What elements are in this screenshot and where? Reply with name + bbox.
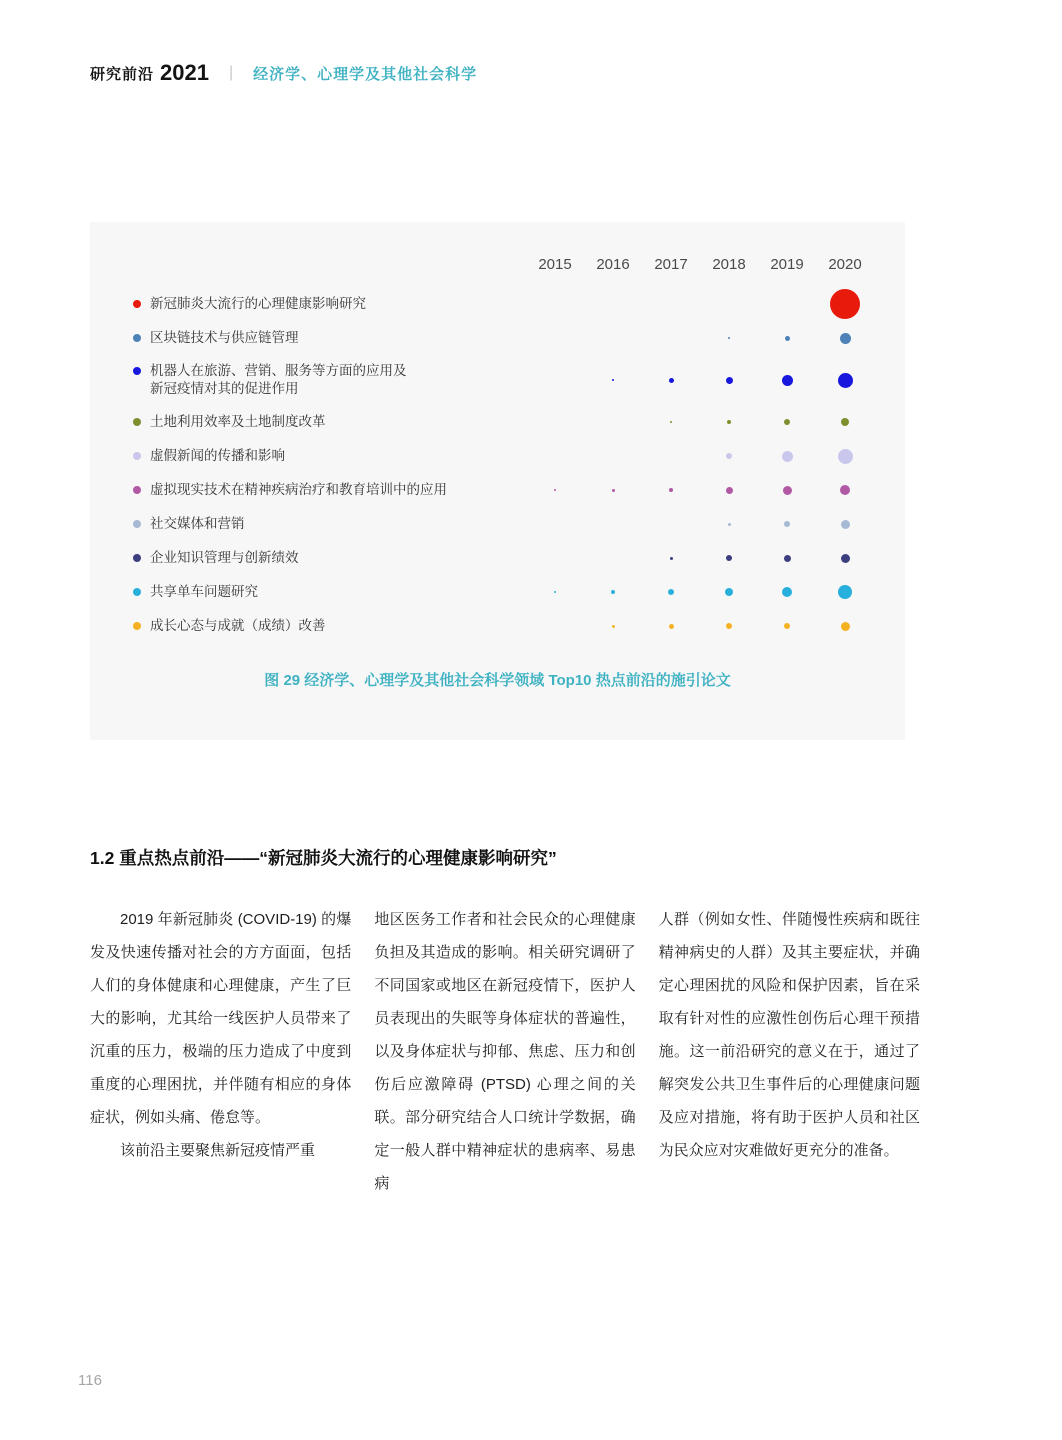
bubble (784, 419, 790, 425)
legend-label-line2: 新冠疫情对其的促进作用 (150, 381, 299, 396)
legend-label: 虚假新闻的传播和影响 (150, 448, 285, 463)
figure-panel (90, 222, 905, 740)
bubble (784, 623, 790, 629)
bubble (726, 555, 732, 561)
bubble-cell (758, 521, 816, 527)
bubble (612, 625, 615, 628)
bubble-cell (758, 486, 816, 495)
section-heading: 1.2 重点热点前沿——“新冠肺炎大流行的心理健康影响研究” (90, 848, 557, 868)
legend-dot-icon (133, 554, 141, 562)
year-label: 2018 (712, 256, 746, 273)
figure-caption: 图 29 经济学、心理学及其他社会科学领域 Top10 热点前沿的施引论文 (264, 672, 731, 689)
header-divider: | (228, 64, 234, 81)
bubble-cell (700, 337, 758, 339)
bubble-cell (584, 489, 642, 492)
bubble-cell (816, 449, 874, 464)
legend-dot-icon (133, 588, 141, 596)
bubble-cell (526, 591, 584, 593)
bubble-cell (758, 336, 816, 341)
bubble (554, 591, 556, 593)
year-label: 2020 (828, 256, 862, 273)
body-paragraph: 地区医务工作者和社会民众的心理健康负担及其造成的影响。相关研究调研了不同国家或地区在新冠疫情下，医护人员表现出的失眠等身体症状的普遍性，以及身体症状与抑郁、焦虑、压力和创伤后应激障碍 (PTSD) 心理之间的关联。部分研究结合人口统计学数据，确定一般人群中精神症状的患病率、易患病 (374, 911, 636, 1192)
legend-item (90, 362, 526, 398)
report-year: 2021 (160, 60, 209, 85)
bubble-cell (816, 520, 874, 529)
chart-row (90, 575, 905, 609)
legend-item (90, 447, 526, 465)
body-paragraph: 该前沿主要聚焦新冠疫情严重 (120, 1142, 316, 1159)
bubble (841, 622, 850, 631)
legend-dot-icon (133, 486, 141, 494)
legend-dot-icon (133, 622, 141, 630)
bubble (782, 587, 792, 597)
chart-row (90, 541, 905, 575)
bubble-cell (584, 590, 642, 594)
bubble-cell (758, 451, 816, 462)
body-paragraph: 2019 年新冠肺炎 (COVID-19) 的爆发及快速传播对社会的方方面面，包括人们的身体健康和心理健康，产生了巨大的影响，尤其给一线医护人员带来了沉重的压力，极端的压力造成了中度到重度的心理困扰，并伴随有相应的身体症状，例如头痛、倦怠等。 (90, 911, 352, 1126)
body-text (90, 903, 920, 1200)
body-column (90, 903, 351, 1200)
bubble (841, 520, 850, 529)
bubble-cell (816, 373, 874, 388)
chart-row (90, 473, 905, 507)
legend-item (90, 515, 526, 533)
bubble-cell (816, 554, 874, 563)
legend-item (90, 617, 526, 635)
chart-years-row (526, 256, 874, 273)
bubble (727, 420, 731, 424)
chart-years-header (90, 256, 905, 273)
bubble (670, 557, 673, 560)
bubble-cell (816, 289, 874, 319)
bubble-cell (816, 418, 874, 426)
bubble (782, 451, 793, 462)
bubble (838, 449, 853, 464)
bubble (783, 486, 792, 495)
bubble (784, 555, 791, 562)
chart-row (90, 287, 905, 321)
bubble (670, 421, 672, 423)
bubble-cell (642, 557, 700, 560)
bubble-cell (758, 555, 816, 562)
bubble (612, 379, 614, 381)
bubble (668, 589, 674, 595)
bubble (728, 337, 730, 339)
bubble-cell (700, 523, 758, 526)
bubble (840, 333, 851, 344)
bubble-cell (642, 589, 700, 595)
bubble (785, 336, 790, 341)
chart-years-spacer (90, 256, 526, 273)
bubble-cell (816, 485, 874, 495)
legend-dot-icon (133, 300, 141, 308)
bubble (726, 453, 732, 459)
bubble (726, 623, 732, 629)
bubble (841, 418, 849, 426)
bubble (838, 585, 852, 599)
legend-item (90, 329, 526, 347)
bubble (726, 377, 733, 384)
bubble-cell (642, 624, 700, 629)
legend-dot-icon (133, 520, 141, 528)
bubble (669, 488, 673, 492)
year-label: 2015 (538, 256, 572, 273)
bubble (784, 521, 790, 527)
bubble (840, 485, 850, 495)
bubble (782, 375, 793, 386)
legend-item (90, 549, 526, 567)
chart-row (90, 439, 905, 473)
bubble (669, 624, 674, 629)
chart-row (90, 609, 905, 643)
legend-label: 共享单车问题研究 (150, 584, 258, 599)
bubble-cell (758, 623, 816, 629)
body-paragraph: 人群（例如女性、伴随慢性疾病和既往精神病史的人群）及其主要症状，并确定心理困扰的风险和保护因素，旨在采取有针对性的应激性创伤后心理干预措施。这一前沿研究的意义在于，通过了解突发公共卫生事件后的心理健康问题及应对措施，将有助于医护人员和社区为民众应对灾难做好更充分的准备。 (658, 911, 920, 1159)
bubble-cell (584, 625, 642, 628)
legend-item (90, 583, 526, 601)
bubble-cell (642, 378, 700, 383)
legend-item (90, 295, 526, 313)
legend-label: 虚拟现实技术在精神疾病治疗和教育培训中的应用 (150, 482, 447, 497)
chart-row (90, 507, 905, 541)
bubble-cell (816, 622, 874, 631)
bubble (728, 523, 731, 526)
year-label: 2017 (654, 256, 688, 273)
legend-label: 新冠肺炎大流行的心理健康影响研究 (150, 296, 366, 311)
bubble (725, 588, 733, 596)
legend-label: 土地利用效率及土地制度改革 (150, 414, 326, 429)
legend-item (90, 413, 526, 431)
bubble-cell (700, 420, 758, 424)
bubble-cell (700, 487, 758, 494)
body-column (374, 903, 635, 1200)
bubble-cell (700, 555, 758, 561)
bubble-cell (758, 587, 816, 597)
bubble-cell (642, 488, 700, 492)
bubble (669, 378, 674, 383)
bubble-cell (816, 333, 874, 344)
chart-row (90, 321, 905, 355)
bubble (841, 554, 850, 563)
bubble-cell (642, 421, 700, 423)
bubble (726, 487, 733, 494)
legend-dot-icon (133, 418, 141, 426)
bubble-cell (758, 419, 816, 425)
report-brand: 研究前沿 (90, 65, 155, 83)
page-number: 116 (78, 1372, 102, 1389)
legend-label: 成长心态与成就（成绩）改善 (150, 618, 326, 633)
legend-label: 社交媒体和营销 (150, 516, 245, 531)
year-label: 2016 (596, 256, 630, 273)
bubble (830, 289, 860, 319)
bubble (612, 489, 615, 492)
bubble-cell (816, 585, 874, 599)
legend-item (90, 481, 526, 499)
bubble-cell (526, 489, 584, 491)
legend-label: 区块链技术与供应链管理 (150, 330, 299, 345)
header-section-title: 经济学、心理学及其他社会科学 (253, 65, 478, 83)
bubble-cell (700, 453, 758, 459)
legend-label: 机器人在旅游、营销、服务等方面的应用及 (150, 363, 407, 378)
bubble (554, 489, 556, 491)
bubble (611, 590, 615, 594)
chart-row (90, 405, 905, 439)
legend-dot-icon (133, 334, 141, 342)
body-column (659, 903, 920, 1200)
bubble-cell (700, 377, 758, 384)
bubble-cell (700, 623, 758, 629)
legend-label: 企业知识管理与创新绩效 (150, 550, 299, 565)
bubble-cell (758, 375, 816, 386)
bubble (838, 373, 853, 388)
chart-row (90, 355, 905, 405)
legend-dot-icon (133, 367, 141, 375)
bubble-cell (584, 379, 642, 381)
bubble-cell (700, 588, 758, 596)
year-label: 2019 (770, 256, 804, 273)
page-header (90, 60, 477, 86)
legend-dot-icon (133, 452, 141, 460)
chart-rows (90, 287, 905, 643)
